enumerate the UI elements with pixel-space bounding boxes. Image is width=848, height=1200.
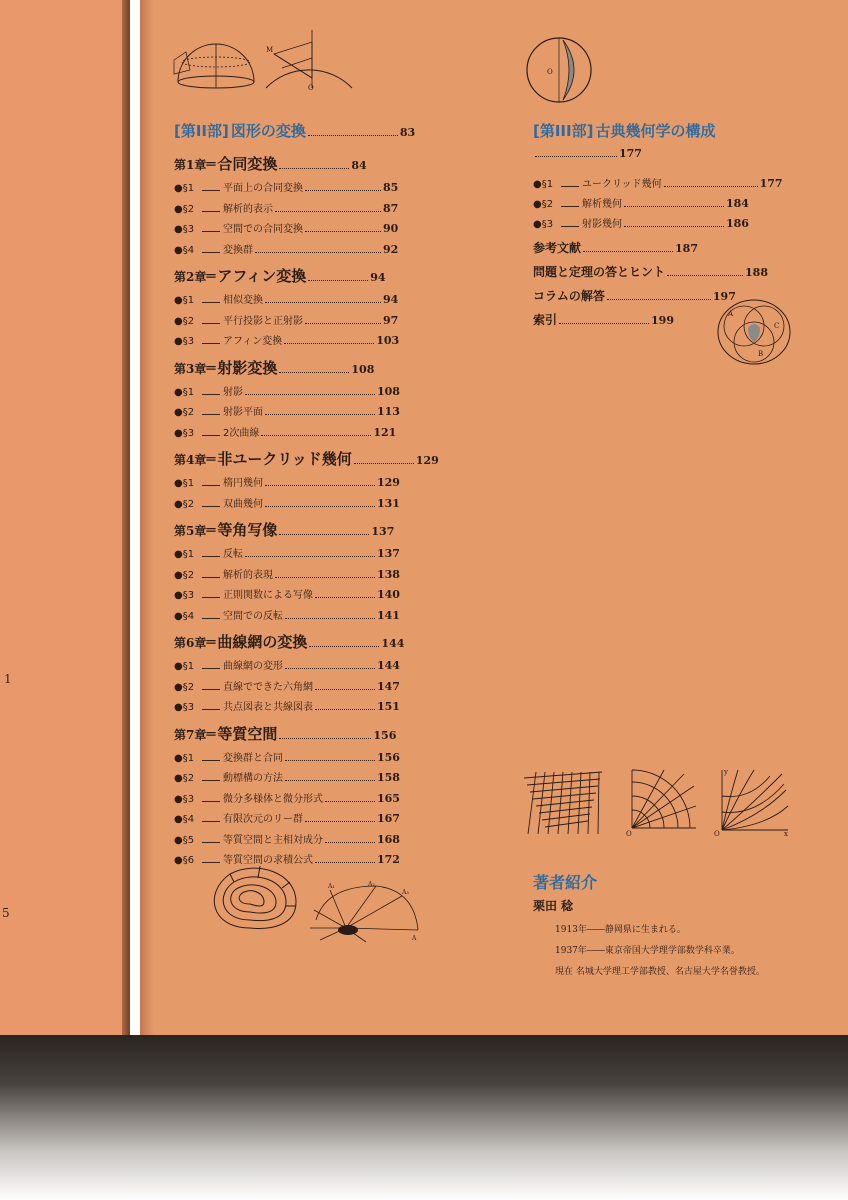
dot-leader bbox=[305, 190, 381, 191]
chapter-label: 第4章 bbox=[174, 453, 207, 467]
section-dash bbox=[202, 252, 220, 253]
section-entry[interactable] bbox=[174, 678, 474, 699]
sphere-illustration bbox=[170, 30, 260, 90]
section-title: 空間での合同変換 bbox=[223, 224, 303, 235]
section-page: 140 bbox=[377, 588, 400, 601]
scan-shadow bbox=[0, 1035, 848, 1200]
dot-leader bbox=[265, 302, 381, 303]
dot-leader bbox=[664, 186, 758, 187]
dot-leader bbox=[305, 323, 381, 324]
section-number: ●§1 bbox=[174, 478, 195, 489]
dot-leader bbox=[285, 780, 375, 781]
dot-leader bbox=[315, 689, 375, 690]
section-dash bbox=[202, 709, 220, 710]
triangle-construction-illustration bbox=[262, 28, 357, 92]
section-entry[interactable] bbox=[174, 769, 474, 790]
dot-leader bbox=[245, 556, 375, 557]
dot-leader bbox=[583, 251, 673, 252]
section-page: 137 bbox=[377, 547, 400, 560]
section-dash bbox=[561, 206, 579, 207]
section-title: 解析幾何 bbox=[582, 199, 622, 210]
dot-leader bbox=[535, 156, 617, 157]
chapter-separator: ═ bbox=[206, 521, 216, 539]
section-dash bbox=[202, 323, 220, 324]
toc-part-ii bbox=[174, 120, 474, 872]
section-entry[interactable] bbox=[174, 424, 474, 445]
section-page: 129 bbox=[377, 476, 400, 489]
section-entry[interactable] bbox=[533, 215, 783, 235]
dot-leader bbox=[305, 821, 375, 822]
page-edge bbox=[140, 0, 154, 1035]
section-title: アフィン変換 bbox=[223, 336, 283, 347]
chapter-title: 合同変換 bbox=[217, 155, 278, 173]
section-title: 変換群 bbox=[223, 244, 253, 256]
section-dash bbox=[202, 343, 220, 344]
dot-leader bbox=[265, 414, 375, 415]
axis-origin: O bbox=[626, 830, 632, 838]
dot-leader bbox=[279, 168, 349, 169]
section-number: ●§3 bbox=[174, 590, 195, 601]
entry-title: 問題と定理の答とヒント bbox=[533, 265, 666, 279]
section-dash bbox=[202, 556, 220, 557]
section-number: ●§1 bbox=[174, 183, 195, 194]
dot-leader bbox=[279, 372, 349, 373]
grid-line bbox=[530, 786, 598, 792]
back-matter-entry[interactable] bbox=[533, 239, 783, 263]
section-dash bbox=[202, 668, 220, 669]
section-title: 平行投影と正射影 bbox=[223, 315, 303, 327]
chapter-heading[interactable] bbox=[174, 265, 474, 286]
grid-line bbox=[539, 807, 592, 813]
section-title: 正則関数による写像 bbox=[223, 590, 313, 601]
chapter-page: 94 bbox=[370, 271, 386, 284]
dot-leader bbox=[315, 862, 375, 863]
author-bio-line: 現在 名城大学理工学部教授、名古屋大学名誉教授。 bbox=[555, 967, 765, 977]
section-page: 141 bbox=[377, 608, 400, 622]
section-title: 解析的表示 bbox=[223, 203, 273, 215]
axis-origin-2: O bbox=[714, 830, 720, 838]
section-title: 有限次元のリー群 bbox=[223, 814, 303, 825]
section-page: 184 bbox=[726, 197, 749, 210]
section-title: 等質空間の求積公式 bbox=[223, 855, 313, 866]
section-entry[interactable] bbox=[174, 332, 474, 353]
entry-title: 参考文献 bbox=[533, 241, 582, 255]
chapter-separator: ═ bbox=[206, 267, 216, 285]
venn-label-c: C bbox=[774, 322, 780, 330]
section-number: ●§2 bbox=[174, 773, 195, 784]
section-page: 165 bbox=[377, 791, 400, 805]
page-gap bbox=[130, 0, 140, 1035]
venn-label-a: A bbox=[728, 310, 734, 318]
chapter-separator: ═ bbox=[206, 358, 216, 377]
dot-leader bbox=[309, 646, 379, 647]
section-dash bbox=[202, 485, 220, 486]
section-dash bbox=[202, 231, 220, 232]
section-page: 121 bbox=[373, 425, 397, 439]
chapter-heading[interactable] bbox=[174, 357, 474, 378]
chapter-separator: ═ bbox=[206, 633, 216, 651]
section-title: 共点図表と共線図表 bbox=[223, 702, 313, 713]
part-ii-heading[interactable] bbox=[174, 120, 474, 141]
part-ii-page: 83 bbox=[399, 126, 416, 139]
chapter-title: 等角写像 bbox=[217, 521, 278, 539]
chapter-title: 曲線網の変換 bbox=[217, 633, 308, 651]
section-number: ●§2 bbox=[174, 498, 195, 510]
dot-leader bbox=[285, 618, 375, 619]
chapter-separator: ═ bbox=[206, 155, 216, 173]
author-name: 栗田 稔 bbox=[533, 899, 574, 913]
section-entry[interactable] bbox=[174, 200, 474, 221]
section-entry[interactable] bbox=[174, 179, 474, 200]
section-title: 直線でできた六角網 bbox=[223, 681, 313, 693]
chapter-label: 第7章 bbox=[174, 727, 207, 742]
chapter-title: 等質空間 bbox=[217, 724, 278, 743]
dot-leader bbox=[255, 252, 381, 253]
section-number: ●§2 bbox=[174, 407, 195, 418]
author-bio-line: 1913年――静岡県に生まれる。 bbox=[555, 925, 686, 935]
spiral-label-a1: A₁ bbox=[328, 883, 335, 890]
chapter-label: 第5章 bbox=[174, 524, 207, 538]
section-number: ●§1 bbox=[174, 386, 195, 398]
section-title: 等質空間と主相対成分 bbox=[223, 834, 323, 846]
section-number: ●§4 bbox=[174, 610, 195, 622]
label-o: O bbox=[308, 84, 314, 92]
dot-leader bbox=[275, 577, 375, 578]
section-entry[interactable] bbox=[174, 545, 474, 566]
section-number: ●§4 bbox=[174, 244, 195, 256]
part-iii-heading[interactable] bbox=[533, 120, 783, 141]
section-number: ●§2 bbox=[533, 199, 554, 210]
chapter-heading[interactable] bbox=[174, 448, 474, 469]
dot-leader bbox=[315, 597, 375, 598]
section-page: 138 bbox=[377, 567, 400, 581]
section-dash bbox=[202, 801, 220, 802]
section-title: 反転 bbox=[223, 549, 243, 560]
section-dash bbox=[202, 618, 220, 619]
dot-leader bbox=[308, 280, 368, 281]
entry-page: 197 bbox=[712, 290, 736, 303]
section-dash bbox=[202, 190, 220, 191]
dot-leader bbox=[284, 343, 374, 344]
chapter-heading[interactable] bbox=[174, 723, 474, 744]
section-title: 変換群と合同 bbox=[223, 752, 283, 764]
dot-leader bbox=[265, 485, 375, 486]
dot-leader bbox=[325, 842, 375, 843]
section-number: ●§3 bbox=[174, 702, 195, 713]
section-number: ●§3 bbox=[174, 336, 195, 347]
section-dash bbox=[202, 435, 220, 436]
part-ii-title: 図形の変換 bbox=[230, 122, 306, 140]
section-page: 113 bbox=[377, 405, 400, 418]
dot-leader bbox=[245, 394, 375, 395]
section-number: ●§2 bbox=[174, 315, 195, 327]
section-dash bbox=[561, 226, 579, 227]
section-dash bbox=[202, 821, 220, 822]
section-page: 156 bbox=[377, 750, 400, 764]
section-page: 177 bbox=[759, 177, 783, 190]
chapter-list bbox=[174, 153, 474, 872]
chapter-title: 射影変換 bbox=[217, 358, 278, 377]
section-entry[interactable] bbox=[174, 657, 474, 678]
dot-leader bbox=[261, 435, 371, 436]
section-page: 90 bbox=[383, 222, 399, 235]
section-title: 双曲幾何 bbox=[223, 498, 263, 510]
section-page: 87 bbox=[383, 201, 399, 215]
dot-leader bbox=[667, 275, 743, 276]
dot-leader bbox=[624, 226, 724, 227]
label-m: M bbox=[266, 46, 274, 54]
axis-x: x bbox=[784, 830, 788, 838]
section-entry[interactable] bbox=[174, 495, 474, 516]
section-dash bbox=[202, 414, 220, 415]
entry-page: 187 bbox=[675, 242, 698, 255]
venn-circles-illustration bbox=[714, 298, 794, 368]
chapter-separator: ═ bbox=[206, 450, 216, 468]
dot-leader bbox=[285, 760, 375, 761]
side-number-1: 1 bbox=[4, 672, 12, 686]
entry-page: 199 bbox=[651, 314, 674, 327]
section-number: ●§3 bbox=[174, 224, 195, 235]
dot-leader bbox=[265, 506, 375, 507]
dot-leader bbox=[308, 135, 398, 136]
dot-leader bbox=[354, 463, 414, 464]
section-entry[interactable] bbox=[174, 312, 474, 333]
section-entry[interactable] bbox=[174, 698, 474, 719]
section-number: ●§1 bbox=[174, 661, 195, 672]
section-number: ●§2 bbox=[174, 681, 195, 693]
section-title: 射影平面 bbox=[223, 407, 263, 418]
section-page: 131 bbox=[377, 496, 400, 510]
dot-leader bbox=[607, 299, 711, 300]
chapter-heading[interactable] bbox=[174, 153, 474, 174]
spiral-construction-illustration bbox=[306, 880, 424, 944]
curve-grid-illustration bbox=[710, 766, 792, 838]
section-dash bbox=[202, 211, 220, 212]
chapter-title: 非ユークリッド幾何 bbox=[217, 450, 352, 468]
dot-leader bbox=[624, 206, 724, 207]
chapter-label: 第1章 bbox=[174, 158, 207, 172]
section-title: 射影幾何 bbox=[582, 219, 622, 230]
section-title: ユークリッド幾何 bbox=[582, 179, 662, 190]
chapter-label: 第3章 bbox=[174, 361, 207, 376]
label-o-sphere: O bbox=[547, 68, 553, 76]
section-number: ●§3 bbox=[533, 219, 554, 230]
part-iii-page: 177 bbox=[619, 147, 642, 160]
chapter-page: 108 bbox=[351, 362, 375, 376]
section-entry[interactable] bbox=[174, 403, 474, 424]
chapter-heading[interactable] bbox=[174, 631, 474, 652]
skewed-grid-illustration bbox=[522, 770, 606, 836]
section-dash bbox=[202, 760, 220, 761]
section-page: 172 bbox=[377, 853, 400, 866]
section-entry[interactable] bbox=[174, 291, 474, 312]
spiral-label-a3: A₃ bbox=[402, 889, 409, 896]
section-entry[interactable] bbox=[174, 790, 474, 811]
section-page: 103 bbox=[376, 334, 400, 347]
dot-leader bbox=[325, 801, 375, 802]
part-iii-sections bbox=[533, 175, 783, 235]
section-title: 楕円幾何 bbox=[223, 478, 263, 489]
section-page: 144 bbox=[377, 659, 400, 672]
section-entry[interactable] bbox=[174, 749, 474, 770]
section-entry[interactable] bbox=[174, 607, 474, 628]
dot-leader bbox=[559, 323, 649, 324]
section-number: ●§3 bbox=[174, 793, 195, 805]
section-page: 158 bbox=[377, 771, 400, 784]
section-number: ●§1 bbox=[174, 549, 195, 560]
side-number-2: 5 bbox=[2, 906, 10, 920]
radial-grid-illustration bbox=[624, 766, 700, 838]
section-number: ●§1 bbox=[174, 752, 195, 764]
spiral-label-a2: A₂ bbox=[368, 881, 375, 888]
grid-line bbox=[528, 772, 536, 834]
section-number: ●§4 bbox=[174, 814, 195, 825]
chapter-page: 137 bbox=[371, 525, 395, 538]
section-number: ●§6 bbox=[174, 855, 195, 866]
grid-line bbox=[598, 772, 599, 834]
section-dash bbox=[202, 597, 220, 598]
part-iii-tag: [第III部] bbox=[533, 122, 594, 140]
section-number: ●§1 bbox=[533, 179, 554, 190]
moon-sphere-illustration bbox=[525, 32, 595, 108]
grid-line bbox=[588, 772, 590, 834]
section-entry[interactable] bbox=[174, 474, 474, 495]
section-page: 85 bbox=[383, 181, 399, 194]
axis-y: y bbox=[724, 768, 728, 776]
section-number: ●§2 bbox=[174, 203, 195, 215]
venn-label-b: B bbox=[758, 350, 764, 358]
shell-illustration bbox=[200, 862, 300, 934]
entry-page: 188 bbox=[745, 266, 768, 279]
section-entry[interactable] bbox=[533, 175, 783, 195]
section-page: 168 bbox=[377, 832, 400, 846]
author-bio-line: 1937年――東京帝国大学理学部数学科卒業。 bbox=[555, 946, 740, 956]
dot-leader bbox=[275, 211, 381, 212]
section-page: 97 bbox=[383, 313, 399, 327]
section-page: 108 bbox=[377, 384, 400, 398]
grid-line bbox=[527, 779, 600, 785]
chapter-page: 156 bbox=[373, 728, 397, 742]
author-profile bbox=[533, 870, 793, 985]
section-page: 92 bbox=[383, 242, 399, 256]
chapter-label: 第6章 bbox=[174, 636, 207, 650]
section-dash bbox=[202, 780, 220, 781]
spiral-label-a: A bbox=[412, 935, 417, 942]
section-number: ●§3 bbox=[174, 427, 195, 439]
section-dash bbox=[202, 577, 220, 578]
section-dash bbox=[202, 689, 220, 690]
section-page: 147 bbox=[377, 679, 400, 693]
part-iii-page-row bbox=[533, 147, 783, 161]
section-title: 動標構の方法 bbox=[223, 773, 283, 784]
section-entry[interactable] bbox=[174, 241, 474, 262]
section-entry[interactable] bbox=[174, 383, 474, 404]
section-entry[interactable] bbox=[533, 195, 783, 215]
grid-line bbox=[548, 772, 554, 834]
grid-line bbox=[538, 772, 545, 834]
chapter-title: アフィン変換 bbox=[217, 267, 307, 285]
section-title: 曲線網の変形 bbox=[223, 661, 283, 672]
chapter-page: 144 bbox=[381, 637, 405, 650]
entry-title: 索引 bbox=[533, 313, 558, 327]
section-title: 平面上の合同変換 bbox=[223, 183, 303, 194]
entry-title: コラムの解答 bbox=[533, 289, 605, 303]
dot-leader bbox=[279, 534, 369, 535]
section-title: 射影 bbox=[223, 386, 243, 398]
section-entry[interactable] bbox=[174, 220, 474, 241]
section-dash bbox=[202, 842, 220, 843]
chapter-separator: ═ bbox=[206, 724, 216, 743]
previous-page bbox=[0, 0, 130, 1035]
section-title: 2次曲線 bbox=[223, 427, 260, 439]
section-page: 151 bbox=[377, 700, 400, 713]
grid-line bbox=[578, 772, 581, 834]
grid-line bbox=[536, 800, 594, 806]
part-iii-title: 古典幾何学の構成 bbox=[595, 122, 716, 140]
section-title: 空間での反転 bbox=[223, 610, 283, 622]
section-entry[interactable] bbox=[174, 586, 474, 607]
section-title: 相似変換 bbox=[223, 295, 263, 306]
section-page: 94 bbox=[383, 293, 399, 306]
section-number: ●§2 bbox=[174, 569, 195, 581]
chapter-heading[interactable] bbox=[174, 519, 474, 540]
section-dash bbox=[202, 302, 220, 303]
section-title: 微分多様体と微分形式 bbox=[223, 793, 323, 805]
section-number: ●§5 bbox=[174, 834, 195, 846]
dot-leader bbox=[285, 668, 375, 669]
section-entry[interactable] bbox=[174, 566, 474, 587]
grid-line bbox=[545, 821, 588, 827]
chapter-page: 129 bbox=[415, 454, 439, 467]
dot-leader bbox=[305, 231, 381, 232]
chapter-label: 第2章 bbox=[174, 270, 207, 284]
dot-leader bbox=[315, 709, 375, 710]
section-page: 186 bbox=[726, 217, 749, 230]
author-heading: 著者紹介 bbox=[533, 873, 598, 892]
section-dash bbox=[561, 186, 579, 187]
chapter-page: 84 bbox=[351, 159, 367, 172]
section-number: ●§1 bbox=[174, 295, 195, 306]
section-entry[interactable] bbox=[174, 810, 474, 831]
section-dash bbox=[202, 506, 220, 507]
section-dash bbox=[202, 394, 220, 395]
section-page: 167 bbox=[377, 812, 400, 825]
dot-leader bbox=[279, 738, 371, 739]
part-ii-tag: [第II部] bbox=[174, 122, 229, 140]
back-matter-entry[interactable] bbox=[533, 263, 783, 287]
section-entry[interactable] bbox=[174, 831, 474, 852]
section-title: 解析的表現 bbox=[223, 569, 273, 581]
